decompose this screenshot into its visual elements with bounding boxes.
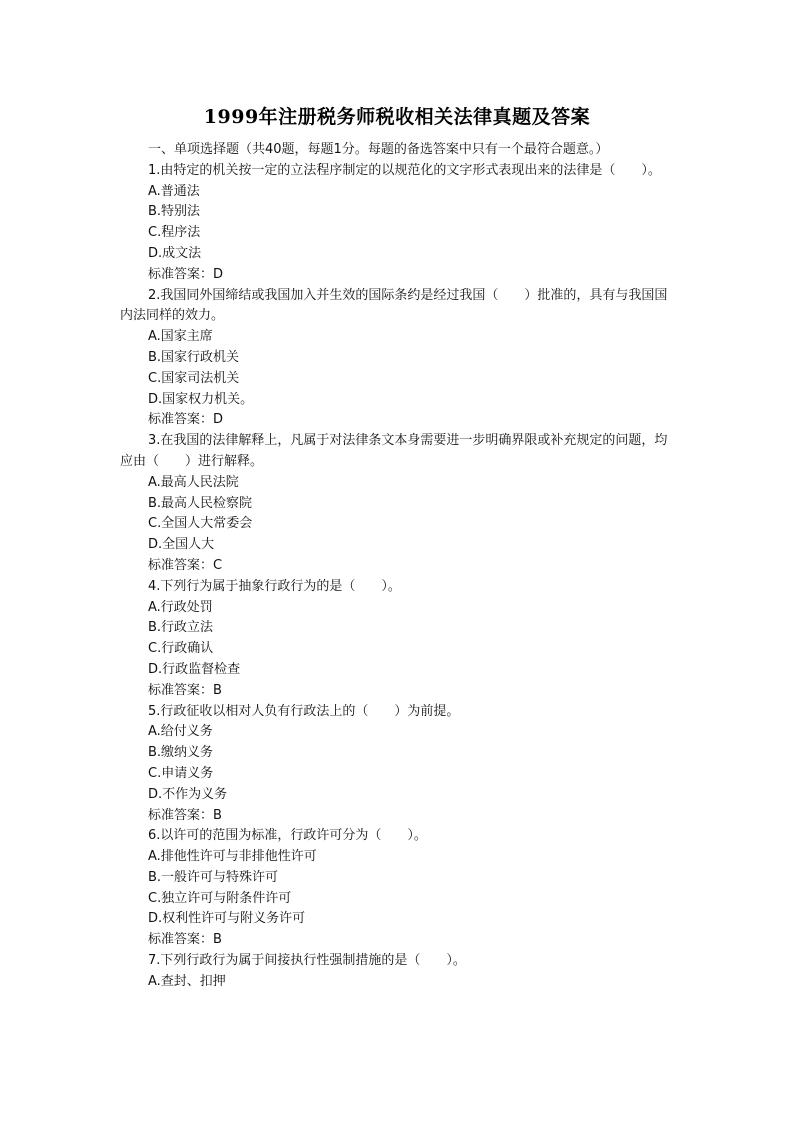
answer-option: C.独立许可与附条件许可 [148, 890, 292, 906]
answer-option: B.一般许可与特殊许可 [148, 869, 279, 885]
question-stem: 5.行政征收以相对人负有行政法上的（ ）为前提。 [148, 703, 460, 719]
answer-option: A.查封、扣押 [148, 973, 226, 989]
document-body [120, 140, 680, 993]
answer-option: B.缴纳义务 [148, 745, 214, 761]
standard-answer: 标准答案：B [148, 807, 222, 823]
answer-option: C.全国人大常委会 [148, 516, 253, 532]
answer-option: B.最高人民检察院 [148, 495, 253, 511]
answer-option: A.行政处罚 [148, 599, 213, 615]
answer-option: D.行政监督检查 [148, 661, 241, 677]
answer-option: A.国家主席 [148, 329, 213, 345]
standard-answer: 标准答案：D [148, 412, 224, 428]
answer-option: A.排他性许可与非排他性许可 [148, 849, 317, 865]
answer-option: C.国家司法机关 [148, 370, 240, 386]
answer-option: B.国家行政机关 [148, 349, 240, 365]
answer-option: C.程序法 [148, 225, 201, 241]
standard-answer: 标准答案：B [148, 682, 222, 698]
answer-option: C.行政确认 [148, 641, 214, 657]
answer-option: D.成文法 [148, 245, 202, 261]
answer-option: A.最高人民法院 [148, 474, 239, 490]
question-stem: 7.下列行政行为属于间接执行性强制措施的是（ ）。 [148, 953, 466, 969]
question-stem: 1.由特定的机关按一定的立法程序制定的以规范化的文字形式表现出来的法律是（ ）。 [148, 162, 661, 178]
question-stem: 2.我国同外国缔结或我国加入并生效的国际条约是经过我国（ ）批准的，具有与我国国内法同样的效力。 [120, 287, 668, 324]
question-stem: 4.下列行为属于抽象行政行为的是（ ）。 [148, 578, 401, 594]
question-stem: 3.在我国的法律解释上，凡属于对法律条文本身需要进一步明确界限或补充规定的问题，均应由（ ）进行解释。 [120, 433, 668, 469]
question-stem: 6.以许可的范围为标准，行政许可分为（ ）。 [148, 828, 427, 844]
document-title: 1999年注册税务师税收相关法律真题及答案 [203, 106, 591, 128]
answer-option: A.普通法 [148, 183, 200, 199]
answer-option: D.国家权力机关。 [148, 391, 254, 407]
standard-answer: 标准答案：C [148, 557, 223, 573]
answer-option: D.不作为义务 [148, 786, 228, 802]
answer-option: D.权利性许可与附义务许可 [148, 911, 306, 927]
answer-option: B.行政立法 [148, 620, 214, 636]
answer-option: A.给付义务 [148, 724, 213, 740]
answer-option: D.全国人大 [148, 537, 215, 553]
standard-answer: 标准答案：B [148, 932, 222, 948]
section-heading: 一、单项选择题（共40题，每题1分。每题的备选答案中只有一个最符合题意。） [148, 142, 609, 157]
standard-answer: 标准答案：D [148, 266, 224, 282]
answer-option: B.特别法 [148, 204, 201, 220]
answer-option: C.申请义务 [148, 765, 214, 781]
